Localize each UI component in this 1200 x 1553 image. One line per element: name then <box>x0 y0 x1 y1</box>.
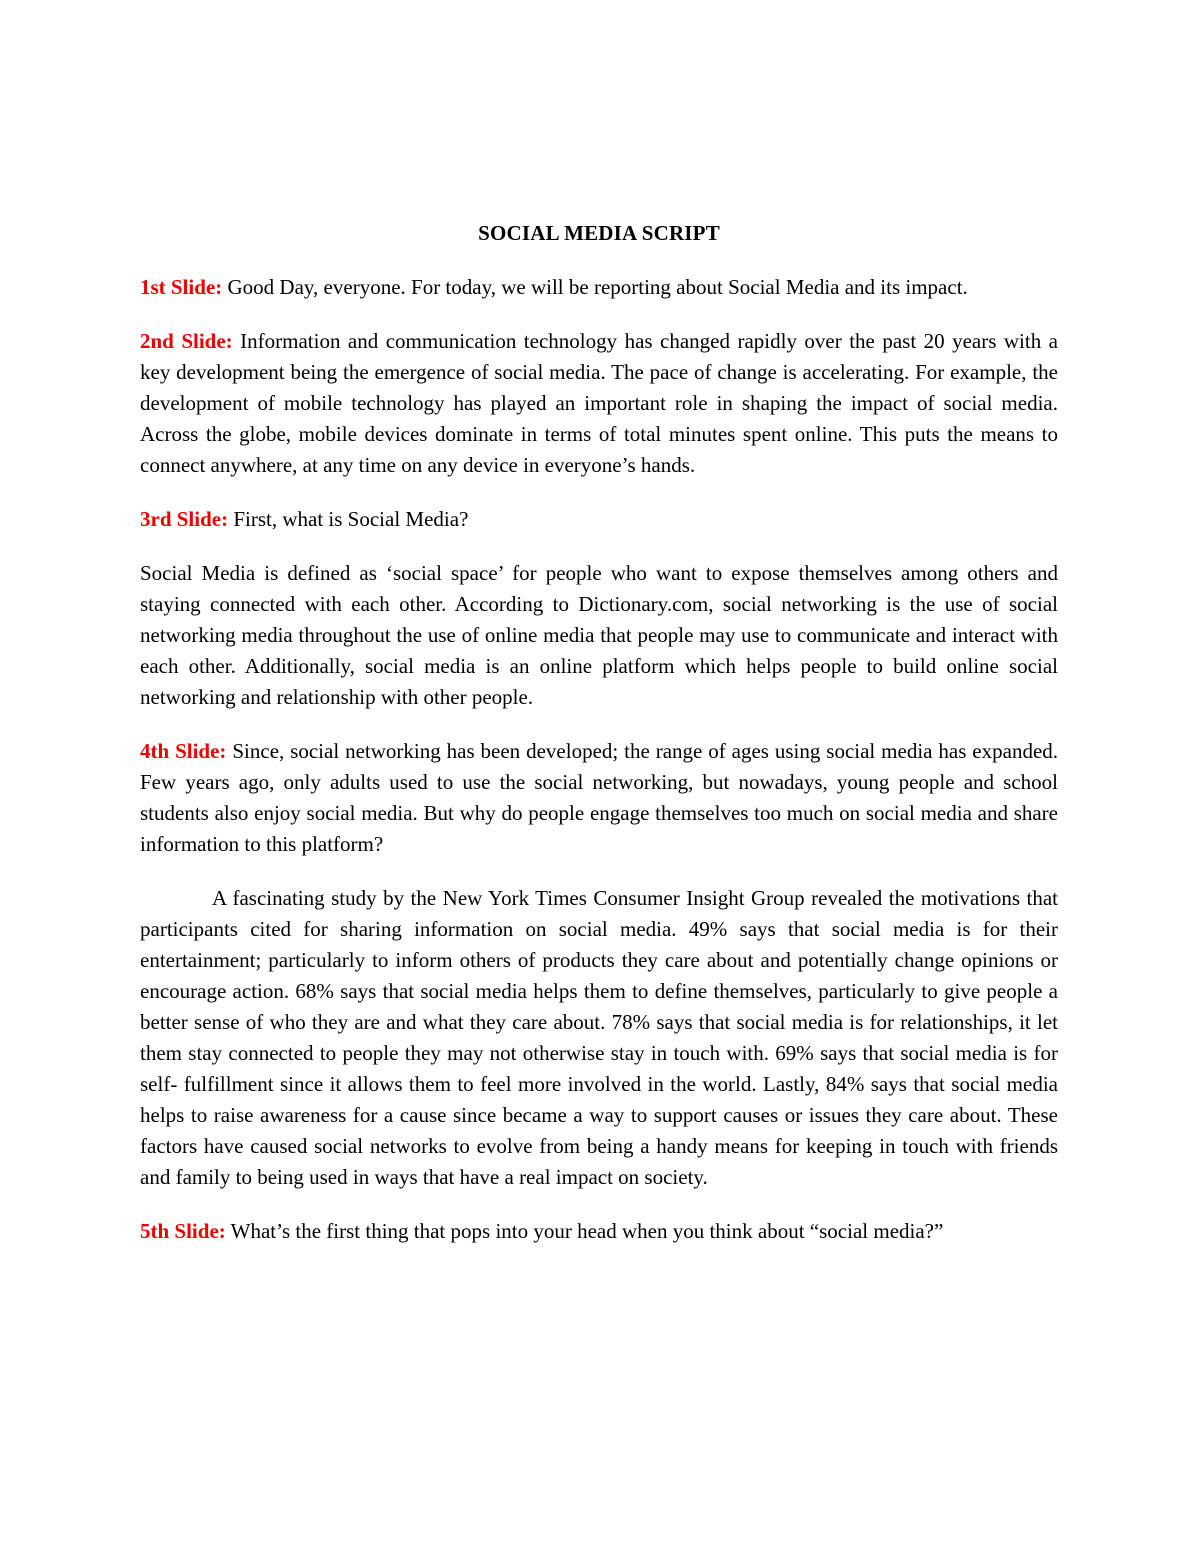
slide-2-paragraph <box>140 326 1058 481</box>
study-paragraph <box>140 883 1058 1193</box>
slide-3-paragraph <box>140 504 1058 535</box>
slide-5-text: What’s the first thing that pops into your head when you think about “social media?” <box>230 1219 944 1243</box>
slide-1-label: 1st Slide: <box>140 275 223 299</box>
slide-3-label: 3rd Slide: <box>140 507 229 531</box>
slide-1-paragraph <box>140 272 1058 303</box>
study-text: A fascinating study by the New York Times Consumer Insight Group revealed the motivations that participants cited for sharing information on social media. 49% says that social media is for their entertainment; particularly to inform others of products they care about and potentially change opinions or encourage action. 68% says that social media helps them to define themselves, particularly to give people a better sense of who they are and what they care about. 78% says that social media is for relationships, it let them stay connected to people they may not otherwise stay in touch with. 69% says that social media is for self- fulfillment since it allows them to feel more involved in the world. Lastly, 84% says that social media helps to raise awareness for a cause since became a way to support causes or issues they care about. These factors have caused social networks to evolve from being a handy means for keeping in touch with friends and family to being used in ways that have a real impact on society. <box>140 886 1058 1189</box>
slide-5-paragraph <box>140 1216 1058 1247</box>
slide-4-label: 4th Slide: <box>140 739 227 763</box>
slide-4-paragraph <box>140 736 1058 860</box>
slide-2-label: 2nd Slide: <box>140 329 233 353</box>
social-media-definition-paragraph <box>140 558 1058 713</box>
slide-2-text: Information and communication technology has changed rapidly over the past 20 years with a key development being the emergence of social media. The pace of change is accelerating. For example, the development of mobile technology has played an important role in shaping the impact of social media. Across the globe, mobile devices dominate in terms of total minutes spent online. This puts the means to connect anywhere, at any time on any device in everyone’s hands. <box>140 329 1058 477</box>
social-media-definition-text: Social Media is defined as ‘social space’ for people who want to expose themselves among others and staying connected with each other. According to Dictionary.com, social networking is the use of social networking media throughout the use of online media that people may use to communicate and interact with each other. Additionally, social media is an online platform which helps people to build online social networking and relationship with other people. <box>140 561 1058 709</box>
slide-1-text: Good Day, everyone. For today, we will be reporting about Social Media and its impact. <box>227 275 968 299</box>
slide-4-text: Since, social networking has been developed; the range of ages using social media has expanded. Few years ago, only adults used to use the social networking, but nowadays, young people and school students also enjoy social media. But why do people engage themselves too much on social media and share information to this platform? <box>140 739 1059 856</box>
document-body <box>140 218 1058 1270</box>
slide-5-label: 5th Slide: <box>140 1219 226 1243</box>
slide-3-text: First, what is Social Media? <box>233 507 469 531</box>
document-title: SOCIAL MEDIA SCRIPT <box>478 221 720 245</box>
